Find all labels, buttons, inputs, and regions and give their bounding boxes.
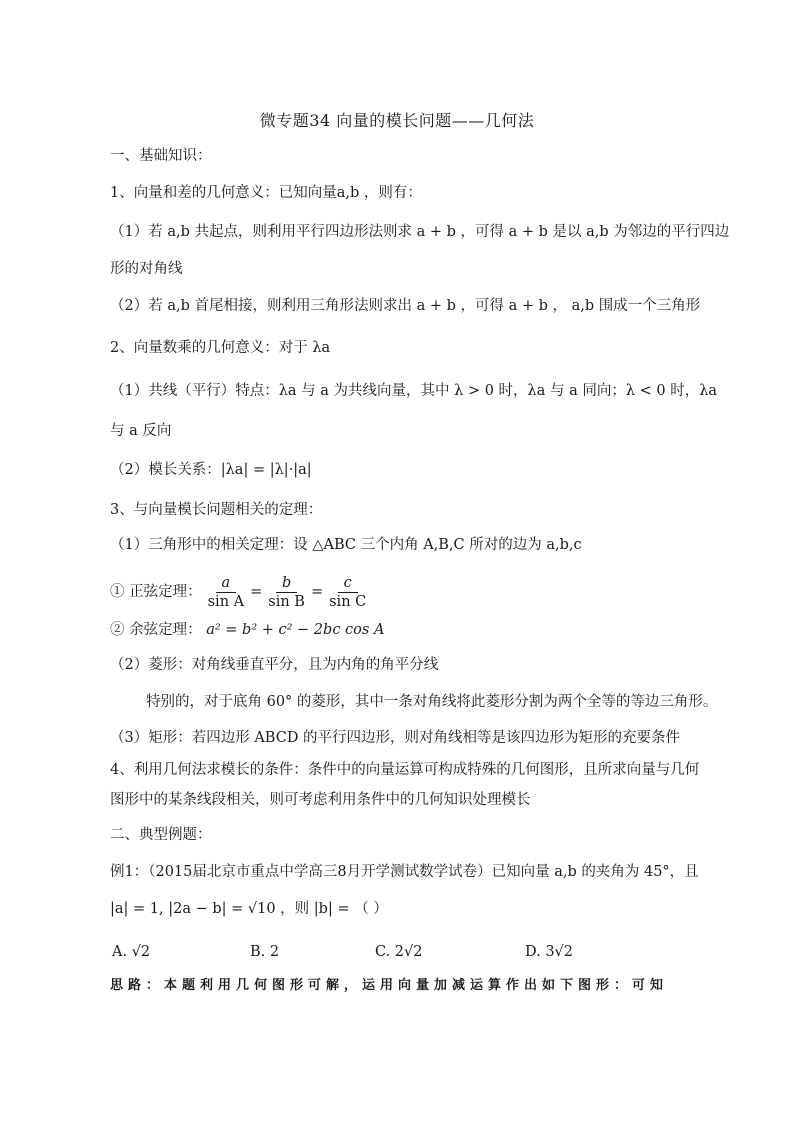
paragraph-4-cont: 图形中的某条线段相关，则可考虑利用条件中的几何知识处理模长 bbox=[110, 792, 531, 808]
option-c: C. 2√2 bbox=[375, 944, 423, 960]
paragraph-3: 3、与向量模长问题相关的定理： bbox=[110, 502, 323, 518]
solution-idea: 思路：本题利用几何图形可解，运用向量加减运算作出如下图形：可知 bbox=[110, 978, 669, 993]
sine-equals-1: = bbox=[250, 584, 263, 600]
sine-fraction-b bbox=[264, 574, 309, 611]
paragraph-2-1: （1）共线（平行）特点：λa 与 a 为共线向量，其中 λ > 0 时，λa 与 a 同向；λ < 0 时，λa bbox=[110, 383, 718, 399]
cosine-law-formula: a² = b² + c² − 2bc cos A bbox=[206, 622, 385, 638]
section-heading-examples: 二、典型例题： bbox=[110, 827, 212, 843]
paragraph-2-1-cont: 与 a 反向 bbox=[110, 423, 172, 439]
example-1-cont: |a| = 1, |2a − b| = √10 ，则 |b| = （ ） bbox=[110, 901, 388, 917]
paragraph-4: 4、利用几何法求模长的条件：条件中的向量运算可构成特殊的几何图形，且所求向量与几何 bbox=[110, 762, 700, 778]
sine-fraction-c bbox=[325, 574, 370, 611]
paragraph-1-1-cont: 形的对角线 bbox=[110, 261, 183, 277]
option-a: A. √2 bbox=[112, 944, 151, 960]
cosine-law-row bbox=[110, 620, 384, 640]
page-title: 微专题34 向量的模长问题——几何法 bbox=[259, 111, 535, 130]
paragraph-3-3: （3）矩形：若四边形 ABCD 的平行四边形，则对角线相等是该四边形为矩形的充要条件 bbox=[110, 730, 681, 746]
paragraph-2: 2、向量数乘的几何意义：对于 λa bbox=[110, 340, 331, 356]
paragraph-3-2-note: 特别的，对于底角 60° 的菱形，其中一条对角线将此菱形分割为两个全等的等边三角形。 bbox=[146, 694, 718, 710]
cosine-law-label: ② 余弦定理： bbox=[110, 622, 202, 638]
sine-denominator-a: sin A bbox=[207, 593, 245, 610]
option-b: B. 2 bbox=[250, 944, 280, 960]
sine-numerator-c: c bbox=[338, 574, 358, 593]
sine-numerator-b: b bbox=[276, 574, 297, 593]
option-d: D. 3√2 bbox=[525, 944, 574, 960]
sine-denominator-c: sin C bbox=[329, 593, 367, 610]
example-1: 例1：（2015届北京市重点中学高三8月开学测试数学试卷）已知向量 a,b 的夹角为 45°，且 bbox=[110, 864, 699, 880]
paragraph-3-2: （2）菱形：对角线垂直平分，且为内角的角平分线 bbox=[110, 657, 439, 673]
sine-equals-2: = bbox=[310, 584, 324, 600]
paragraph-2-2: （2）模长关系：|λa| = |λ|·|a| bbox=[110, 462, 312, 478]
sine-denominator-b: sin B bbox=[268, 593, 305, 610]
paragraph-3-1: （1）三角形中的相关定理：设 △ABC 三个内角 A,B,C 所对的边为 a,b,c bbox=[110, 537, 582, 553]
sine-numerator-a: a bbox=[216, 574, 237, 593]
sine-law-row bbox=[110, 572, 372, 612]
sine-law-label: ① 正弦定理： bbox=[110, 584, 202, 600]
paragraph-1-2: （2）若 a,b 首尾相接，则利用三角形法则求出 a + b ，可得 a + b ， a,b 围成一个三角形 bbox=[110, 298, 701, 314]
paragraph-1-1: （1）若 a,b 共起点，则利用平行四边形法则求 a + b ，可得 a + b 是以 a,b 为邻边的平行四边 bbox=[110, 224, 730, 240]
paragraph-1: 1、向量和差的几何意义：已知向量a,b ，则有： bbox=[110, 185, 422, 201]
section-heading-basics: 一、基础知识： bbox=[110, 148, 212, 164]
sine-fraction-a bbox=[204, 574, 249, 611]
